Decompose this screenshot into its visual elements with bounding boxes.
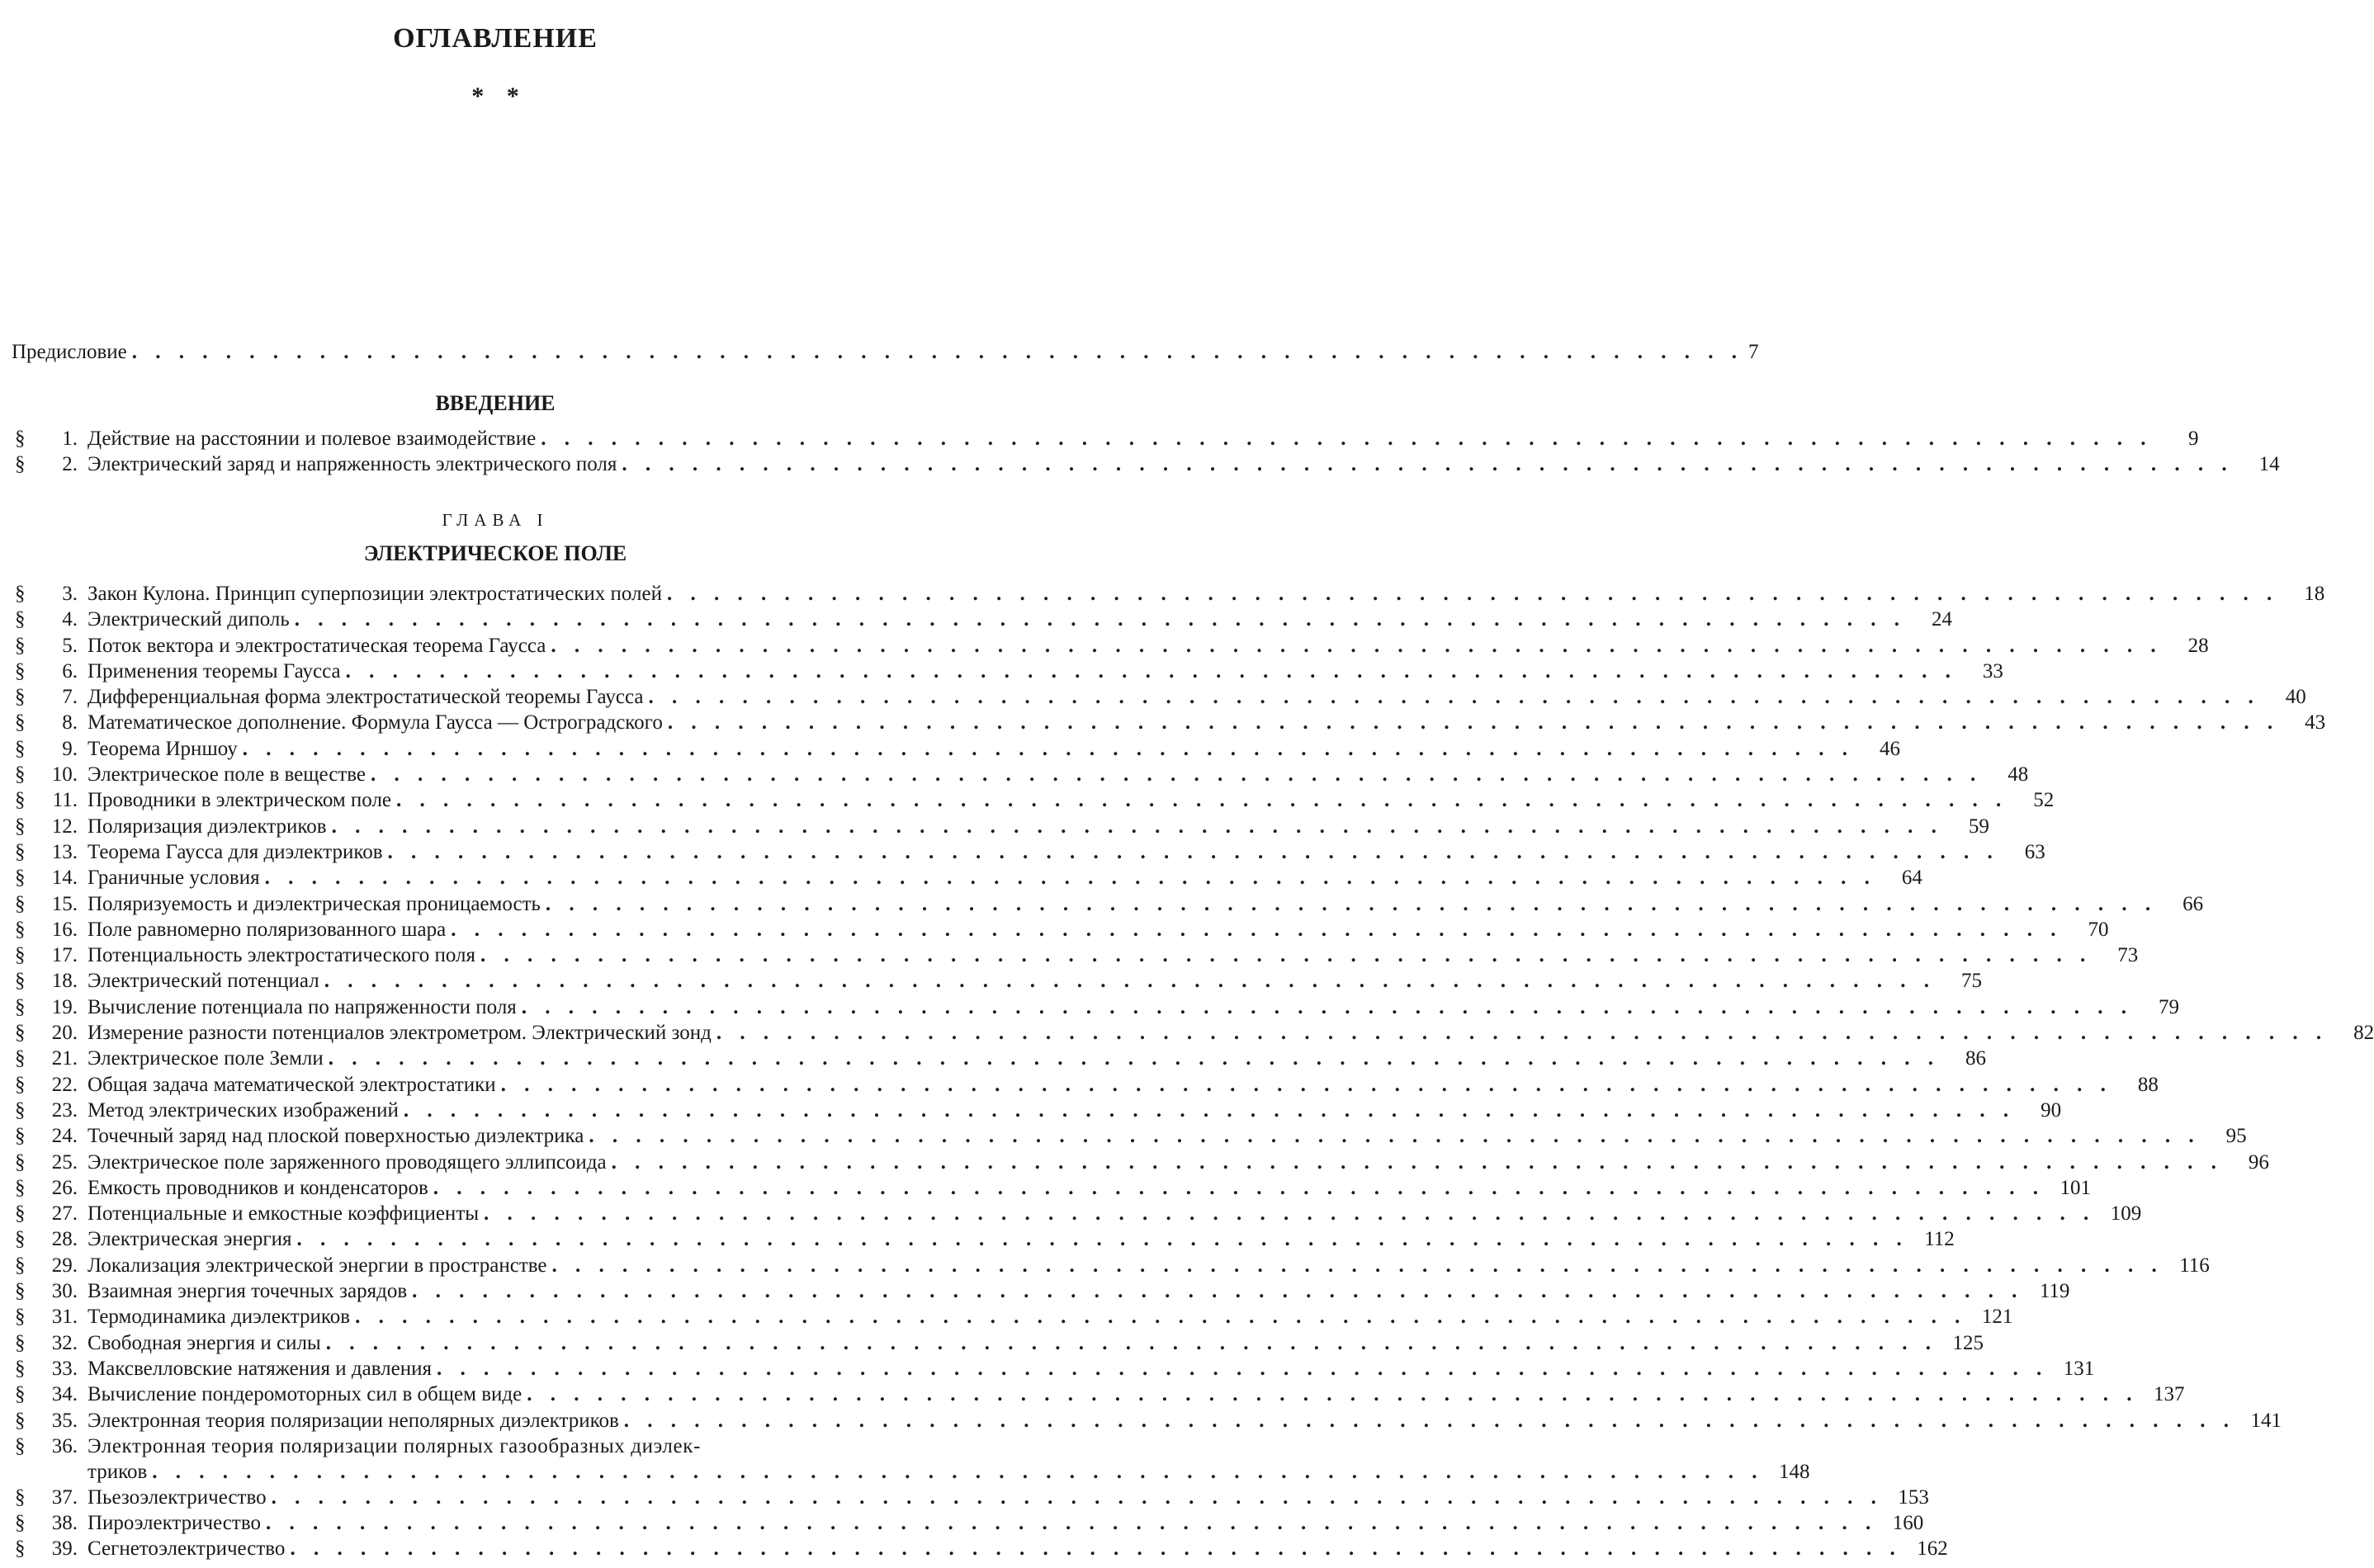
entry-title: Предисловие [12,341,127,363]
entry-number: 24. [51,1125,78,1148]
leader-dots: . . . . . . . . . . . . . . . . . . . . . . . . . . . . . . . . . . . . . . . . . . . . . . . . . . . . . . . . . . . . . . . . . . . . . [500,1073,2112,1096]
entry-number: 23. [51,1098,78,1122]
entry-page-number: 18 [2304,583,2325,605]
toc-entry[interactable] [15,1356,2095,1381]
section-sign: § [15,1176,26,1199]
section-sign: § [15,1047,26,1070]
section-sign: § [15,427,26,450]
entry-number: 8. [62,711,78,734]
entry-title: Поток вектора и электростатическая теорема Гаусса [87,634,546,657]
toc-entry[interactable] [15,633,2209,659]
toc-entry[interactable] [15,1408,2282,1433]
entry-page-number: 109 [2110,1202,2142,1226]
leader-dots: . . . . . . . . . . . . . . . . . . . . . . . . . . . . . . . . . . . . . . . . . . . . . . . . . . . . . . . . . . . . . . . . . . . . . [716,1022,2329,1045]
entry-title: Пироэлектричество [87,1512,261,1535]
entry-number: 29. [51,1254,78,1277]
entry-title: Поляризуемость и диэлектрическая проницаемость [87,892,541,915]
toc-entry[interactable] [15,839,2045,865]
leader-dots: . . . . . . . . . . . . . . . . . . . . . . . . . . . . . . . . . . . . . . . . . . . . . . . . . . . . . . . . . . . . . . . . . . . . . [437,1357,2049,1380]
entry-number: 2. [62,453,78,476]
entry-title: Локализация электрической энергии в пространстве [87,1254,547,1277]
toc-entry[interactable] [15,1536,1948,1561]
entry-number: 12. [51,815,78,838]
entry-page-number: 73 [2117,944,2139,967]
section-sign: § [15,1098,26,1122]
entry-title: Электрический потенциал [87,970,319,993]
toc-entry[interactable] [15,865,1922,890]
leader-dots: . . . . . . . . . . . . . . . . . . . . . . . . . . . . . . . . . . . . . . . . . . . . . . . . . . . . . . . . . . . . . . . . . . . . . [290,1537,1902,1561]
entry-number: 31. [51,1306,78,1329]
entry-number: 20. [51,1022,78,1045]
leader-dots: . . . . . . . . . . . . . . . . . . . . . . . . . . . . . . . . . . . . . . . . . . . . . . . . . . . . . . . . . . . . . . . . . . . . . [551,1254,2164,1277]
entry-title: Точечный заряд над плоской поверхностью диэлектрика [87,1125,584,1148]
section-sign: § [15,453,26,476]
leader-dots: . . . . . . . . . . . . . . . . . . . . . . . . . . . . . . . . . . . . . . . . . . . . . . . . . . . . . . . . . . . . . . . . . . . . . [355,1306,1967,1329]
toc-entry[interactable] [15,1253,2210,1278]
entry-number: 6. [62,659,78,682]
leader-dots: . . . . . . . . . . . . . . . . . . . . . . . . . . . . . . . . . . . . . . . . . . . . . . . . . . . . . . . . . . . . . . . . . . . . . [294,608,1906,631]
entry-title: Емкость проводников и конденсаторов [87,1176,428,1199]
entry-number: 19. [51,995,78,1018]
toc-entry[interactable] [15,1046,1987,1071]
section-sign: § [15,1485,26,1509]
leader-dots: . . . . . . . . . . . . . . . . . . . . . . . . . . . . . . . . . . . . . . . . . . . . . . . . . . . . . . . . . . . . . . . . . . . . . [331,815,1943,838]
section-sign: § [15,608,26,631]
section-sign: § [15,892,26,915]
entry-title: Электрическое поле Земли [87,1047,324,1070]
section-sign: § [15,1306,26,1329]
entry-page-number: 43 [2305,711,2326,734]
entry-number: 9. [62,737,78,760]
entry-page-number: 33 [1982,659,2003,682]
section-sign: § [15,918,26,941]
toc-entry[interactable] [15,1485,1929,1510]
entry-number: 25. [51,1150,78,1174]
leader-dots: . . . . . . . . . . . . . . . . . . . . . . . . . . . . . . . . . . . . . . . . . . . . . . . . . . . . . . . . . . . . . . . . . . . . . [403,1098,2016,1122]
entry-page-number: 86 [1965,1047,1987,1070]
entry-page-number: 121 [1981,1306,2013,1329]
entry-number: 28. [51,1228,78,1251]
leader-dots: . . . . . . . . . . . . . . . . . . . . . . . . . . . . . . . . . . . . . . . . . . . . . . . . . . . . . . . . . . . . . . . . . . . . . [623,1409,2236,1432]
section-sign: § [15,686,26,709]
entry-page-number: 141 [2250,1409,2282,1432]
section-sign: § [15,737,26,760]
leader-dots: . . . . . . . . . . . . . . . . . . . . . . . . . . . . . . . . . . . . . . . . . . . . . . . . . . . . . . . . . . . . . . . . . . . . . [451,918,2063,941]
leader-dots: . . . . . . . . . . . . . . . . . . . . . . . . . . . . . . . . . . . . . . . . . . . . . . . . . . . . . . . . . . . . . . . . . . . . . [551,634,2163,657]
section-sign: § [15,995,26,1018]
entry-number: 18. [51,970,78,993]
leader-dots: . . . . . . . . . . . . . . . . . . . . . . . . . . . . . . . . . . . . . . . . . . . . . . . . . . . . . . . . . . . . . . . . . . . . . [545,892,2158,915]
section-sign: § [15,1254,26,1277]
toc-entry[interactable] [15,426,2199,451]
entry-page-number: 131 [2063,1357,2095,1380]
leader-dots: . . . . . . . . . . . . . . . . . . . . . . . . . . . . . . . . . . . . . . . . . . . . . . . . . . . . . . . . . . . . . . . . . . . . . [396,789,2008,812]
entry-page-number: 28 [2187,634,2209,657]
section-sign: § [15,1434,26,1457]
toc-entry[interactable] [15,968,1982,994]
section-sign: § [15,1537,26,1561]
toc-entry[interactable] [15,736,1900,762]
chapter-label: ГЛАВА I [442,510,549,530]
entry-title: Электронная теория поляризации неполярных диэлектриков [87,1409,619,1432]
leader-dots: . . . . . . . . . . . . . . . . . . . . . . . . . . . . . . . . . . . . . . . . . . . . . . . . . . . . . . . . . . . . . . . . . . . . . [324,970,1936,993]
entry-number: 26. [51,1176,78,1199]
section-sign: § [15,1512,26,1535]
entry-page-number: 75 [1960,970,1982,993]
leader-dots: . . . . . . . . . . . . . . . . . . . . . . . . . . . . . . . . . . . . . . . . . . . . . . . . . . . . . . . . . . . . . . . . . . . . . [296,1228,1908,1251]
entry-title: Электрическое поле заряженного проводящего эллипсоида [87,1150,607,1174]
entry-title: Электрический заряд и напряженность электрического поля [87,453,617,476]
leader-dots: . . . . . . . . . . . . . . . . . . . . . . . . . . . . . . . . . . . . . . . . . . . . . . . . . . . . . . . . . . . . . . . . . . . . . [152,1461,1764,1484]
entry-page-number: 96 [2248,1150,2269,1174]
entry-number: 30. [51,1280,78,1303]
entry-page-number: 24 [1932,608,1952,631]
entry-page-number: 46 [1880,737,1900,760]
leader-dots: . . . . . . . . . . . . . . . . . . . . . . . . . . . . . . . . . . . . . . . . . . . . . . . . . . . . . . . . . . . . . . . . . . . . . [264,867,1876,890]
chapter-heading: ЭЛЕКТРИЧЕСКОЕ ПОЛЕ [363,541,627,565]
section-sign: § [15,659,26,682]
entry-number: 22. [51,1073,78,1096]
toc-entry[interactable] [15,1020,2374,1046]
entry-title: Электрический диполь [87,608,290,631]
entry-title: Свободная энергия и силы [87,1331,321,1354]
entry-page-number: 63 [2024,840,2045,863]
entry-number: 38. [51,1512,78,1535]
leader-dots: . . . . . . . . . . . . . . . . . . . . . . . . . . . . . . . . . . . . . . . . . . . . . . . . . . . . . . . . . . . . . . . . . . . . . [622,453,2234,476]
entry-title: Сегнетоэлектричество [87,1537,286,1561]
leader-dots: . . . . . . . . . . . . . . . . . . . . . . . . . . . . . . . . . . . . . . . . . . . . . . . . . . . . . . . . . . . . . . . . . . . . . [667,711,2280,734]
toc-entry[interactable] [15,1278,2070,1304]
entry-number: 17. [51,944,78,967]
leader-dots: . . . . . . . . . . . . . . . . . . . . . . . . . . . . . . . . . . . . . . . . . . . . . . . . . . . . . . . . . . . . . . . . . . . . . [648,686,2260,709]
toc-entry[interactable] [15,581,2325,607]
toc-entry[interactable] [15,1433,1810,1485]
entry-number: 7. [62,686,78,709]
entry-page-number: 48 [2007,763,2029,786]
toc-entry[interactable] [15,659,2003,684]
entry-title-line1: Электронная теория поляризации полярных газообразных диэлек- [87,1434,701,1457]
section-sign: § [15,944,26,967]
entry-page-number: 9 [2187,427,2199,450]
entry-page-number: 52 [2033,789,2055,812]
toc-entry[interactable] [15,1304,2013,1329]
section-sign: § [15,711,26,734]
entry-number: 33. [51,1357,78,1380]
entry-number: 27. [51,1202,78,1226]
leader-dots: . . . . . . . . . . . . . . . . . . . . . . . . . . . . . . . . . . . . . . . . . . . . . . . . . . . . . . . . . . . . . . . . . . . . . [433,1176,2045,1199]
toc-entry[interactable] [15,1098,2062,1123]
page-title: ОГЛАВЛЕНИЕ [393,23,598,54]
section-sign: § [15,1202,26,1226]
entry-title: Метод электрических изображений [87,1098,399,1122]
entry-title: Измерение разности потенциалов электрометром. Электрический зонд [87,1022,712,1045]
entry-title: Граничные условия [87,867,260,890]
entry-page-number: 14 [2258,453,2280,476]
entry-page-number: 79 [2159,995,2180,1018]
entry-number: 13. [51,840,78,863]
entry-number: 21. [51,1047,78,1070]
entry-number: 37. [51,1485,78,1509]
entry-number: 32. [51,1331,78,1354]
section-sign: § [15,1280,26,1303]
entry-number: 15. [51,892,78,915]
leader-dots: . . . . . . . . . . . . . . . . . . . . . . . . . . . . . . . . . . . . . . . . . . . . . . . . . . . . . . . . . . . . . . . . . . . . . [265,1512,1878,1535]
leader-dots: . . . . . . . . . . . . . . . . . . . . . . . . . . . . . . . . . . . . . . . . . . . . . . . . . . . . . . . . . . . . . . . . . . . . . [589,1125,2201,1148]
leader-dots: . . . . . . . . . . . . . . . . . . . . . . . . . . . . . . . . . . . . . . . . . . . . . . . . . . . . . . . . . . . . . . . . . . . . . [131,341,1744,363]
entry-title: Электрическая энергия [87,1228,292,1251]
ornament-stars: * * [471,83,519,110]
entry-number: 4. [62,608,78,631]
entry-page-number: 137 [2153,1383,2185,1406]
section-sign: § [15,1331,26,1354]
entry-title: Теорема Ирншоу [87,737,238,760]
leader-dots: . . . . . . . . . . . . . . . . . . . . . . . . . . . . . . . . . . . . . . . . . . . . . . . . . . . . . . . . . . . . . . . . . . . . . [521,995,2134,1018]
entry-title: Проводники в электрическом поле [87,789,392,812]
toc-entry[interactable] [15,787,2055,813]
entry-title: Взаимная энергия точечных зарядов [87,1280,408,1303]
section-sign: § [15,763,26,786]
toc-entry[interactable] [15,607,1952,632]
entry-title: Теорема Гаусса для диэлектриков [87,840,383,863]
section-heading-intro: ВВЕДЕНИЕ [435,391,556,415]
entry-title: Максвелловские натяжения и давления [87,1357,432,1380]
section-sign: § [15,634,26,657]
toc-entry[interactable] [15,1072,2159,1098]
entry-number: 16. [51,918,78,941]
section-sign: § [15,1383,26,1406]
entry-page-number: 112 [1924,1228,1955,1251]
entry-page-number: 70 [2088,918,2109,941]
entry-title: Вычисление потенциала по напряженности поля [87,995,517,1018]
section-sign: § [15,1357,26,1380]
toc-entry[interactable] [15,1201,2142,1226]
section-sign: § [15,583,26,605]
leader-dots: . . . . . . . . . . . . . . . . . . . . . . . . . . . . . . . . . . . . . . . . . . . . . . . . . . . . . . . . . . . . . . . . . . . . . [387,840,1999,863]
toc-entry[interactable] [15,942,2139,968]
entry-page-number: 7 [1748,341,1759,363]
intro-entry-list [15,426,2280,478]
toc-entry[interactable] [15,1510,1924,1536]
entry-page-number: 125 [1952,1331,1984,1354]
entry-title: Пьезоэлектричество [87,1485,267,1509]
entry-page-number: 148 [1779,1460,1810,1483]
entry-page-number: 82 [2353,1022,2374,1045]
entry-number: 10. [51,763,78,786]
toc-entry[interactable] [15,1150,2269,1175]
entry-title-line2: триков [87,1461,148,1484]
entry-number: 14. [51,867,78,890]
toc-entry[interactable] [15,684,2306,710]
toc-entry[interactable] [15,710,2326,735]
entry-page-number: 153 [1898,1485,1929,1509]
toc-entry[interactable] [15,994,2180,1020]
leader-dots: . . . . . . . . . . . . . . . . . . . . . . . . . . . . . . . . . . . . . . . . . . . . . . . . . . . . . . . . . . . . . . . . . . . . . [527,1383,2139,1406]
entry-page-number: 116 [2179,1254,2210,1277]
section-sign: § [15,1125,26,1148]
entry-title: Закон Кулона. Принцип суперпозиции электростатических полей [87,583,662,605]
leader-dots: . . . . . . . . . . . . . . . . . . . . . . . . . . . . . . . . . . . . . . . . . . . . . . . . . . . . . . . . . . . . . . . . . . . . . [480,944,2093,967]
entry-number: 5. [62,634,78,657]
section-sign: § [15,970,26,993]
entry-title-wrap [87,1433,1769,1485]
leader-dots: . . . . . . . . . . . . . . . . . . . . . . . . . . . . . . . . . . . . . . . . . . . . . . . . . . . . . . . . . . . . . . . . . . . . . [667,583,2279,605]
leader-dots: . . . . . . . . . . . . . . . . . . . . . . . . . . . . . . . . . . . . . . . . . . . . . . . . . . . . . . . . . . . . . . . . . . . . . [242,737,1854,760]
section-sign: § [15,1073,26,1096]
entry-title: Поляризация диэлектриков [87,815,327,838]
entry-title: Вычисление пондеромоторных сил в общем виде [87,1383,523,1406]
leader-dots: . . . . . . . . . . . . . . . . . . . . . . . . . . . . . . . . . . . . . . . . . . . . . . . . . . . . . . . . . . . . . . . . . . . . . [328,1047,1941,1070]
entry-page-number: 40 [2285,686,2306,709]
toc-entry[interactable] [15,814,1989,839]
entry-number: 1. [62,427,78,450]
entry-page-number: 66 [2182,892,2204,915]
section-sign: § [15,1150,26,1174]
leader-dots: . . . . . . . . . . . . . . . . . . . . . . . . . . . . . . . . . . . . . . . . . . . . . . . . . . . . . . . . . . . . . . . . . . . . . [371,763,1983,786]
entry-title: Термодинамика диэлектриков [87,1306,351,1329]
entry-title: Потенциальные и емкостные коэффициенты [87,1202,480,1226]
entry-page-number: 162 [1917,1537,1948,1561]
toc-entry[interactable] [15,762,2029,787]
section-sign: § [15,1228,26,1251]
toc-entry[interactable] [15,1123,2247,1149]
toc-entry[interactable] [15,1381,2185,1407]
entry-page-number: 160 [1892,1512,1924,1535]
entry-number: 35. [51,1409,78,1432]
leader-dots: . . . . . . . . . . . . . . . . . . . . . . . . . . . . . . . . . . . . . . . . . . . . . . . . . . . . . . . . . . . . . . . . . . . . . [412,1280,2024,1303]
entry-title: Поле равномерно поляризованного шара [87,918,447,941]
entry-page-number: 59 [1968,815,1989,838]
entry-title: Применения теоремы Гаусса [87,659,341,682]
section-sign: § [15,1409,26,1432]
toc-entry[interactable] [15,1175,2092,1201]
entry-title: Математическое дополнение. Формула Гаусса — Остроградского [87,711,663,734]
entry-title: Потенциальность электростатического поля [87,944,476,967]
entry-page-number: 88 [2137,1073,2159,1096]
leader-dots: . . . . . . . . . . . . . . . . . . . . . . . . . . . . . . . . . . . . . . . . . . . . . . . . . . . . . . . . . . . . . . . . . . . . . [325,1331,1937,1354]
entry-number: 11. [52,789,78,812]
leader-dots: . . . . . . . . . . . . . . . . . . . . . . . . . . . . . . . . . . . . . . . . . . . . . . . . . . . . . . . . . . . . . . . . . . . . . [611,1150,2223,1174]
entry-title: Электрическое поле в веществе [87,763,367,786]
toc-entry[interactable] [15,891,2204,917]
entry-number: 39. [51,1537,78,1561]
section-sign: § [15,840,26,863]
section-sign: § [15,867,26,890]
entry-title: Действие на расстоянии и полевое взаимодействие [87,427,537,450]
toc-entry-preface[interactable] [12,341,1759,364]
entry-number: 3. [62,583,78,605]
entry-page-number: 101 [2060,1176,2092,1199]
chapter-entry-list [15,581,2374,1562]
entry-number: 36. [51,1434,78,1457]
toc-entry[interactable] [15,451,2280,477]
toc-entry[interactable] [15,1226,1955,1252]
section-sign: § [15,815,26,838]
entry-number: 34. [51,1383,78,1406]
entry-title: Общая задача математической электростатики [87,1073,496,1096]
leader-dots: . . . . . . . . . . . . . . . . . . . . . . . . . . . . . . . . . . . . . . . . . . . . . . . . . . . . . . . . . . . . . . . . . . . . . [345,659,1957,682]
entry-page-number: 95 [2225,1125,2247,1148]
leader-dots: . . . . . . . . . . . . . . . . . . . . . . . . . . . . . . . . . . . . . . . . . . . . . . . . . . . . . . . . . . . . . . . . . . . . . [541,427,2153,450]
toc-entry[interactable] [15,1330,1984,1356]
section-sign: § [15,1022,26,1045]
entry-page-number: 64 [1901,867,1922,890]
leader-dots: . . . . . . . . . . . . . . . . . . . . . . . . . . . . . . . . . . . . . . . . . . . . . . . . . . . . . . . . . . . . . . . . . . . . . [484,1202,2096,1226]
entry-title: Дифференциальная форма электростатической теоремы Гаусса [87,686,644,709]
entry-page-number: 119 [2039,1280,2070,1303]
leader-dots: . . . . . . . . . . . . . . . . . . . . . . . . . . . . . . . . . . . . . . . . . . . . . . . . . . . . . . . . . . . . . . . . . . . . . [271,1485,1883,1509]
toc-entry[interactable] [15,917,2109,942]
section-sign: § [15,789,26,812]
entry-page-number: 90 [2041,1098,2062,1122]
